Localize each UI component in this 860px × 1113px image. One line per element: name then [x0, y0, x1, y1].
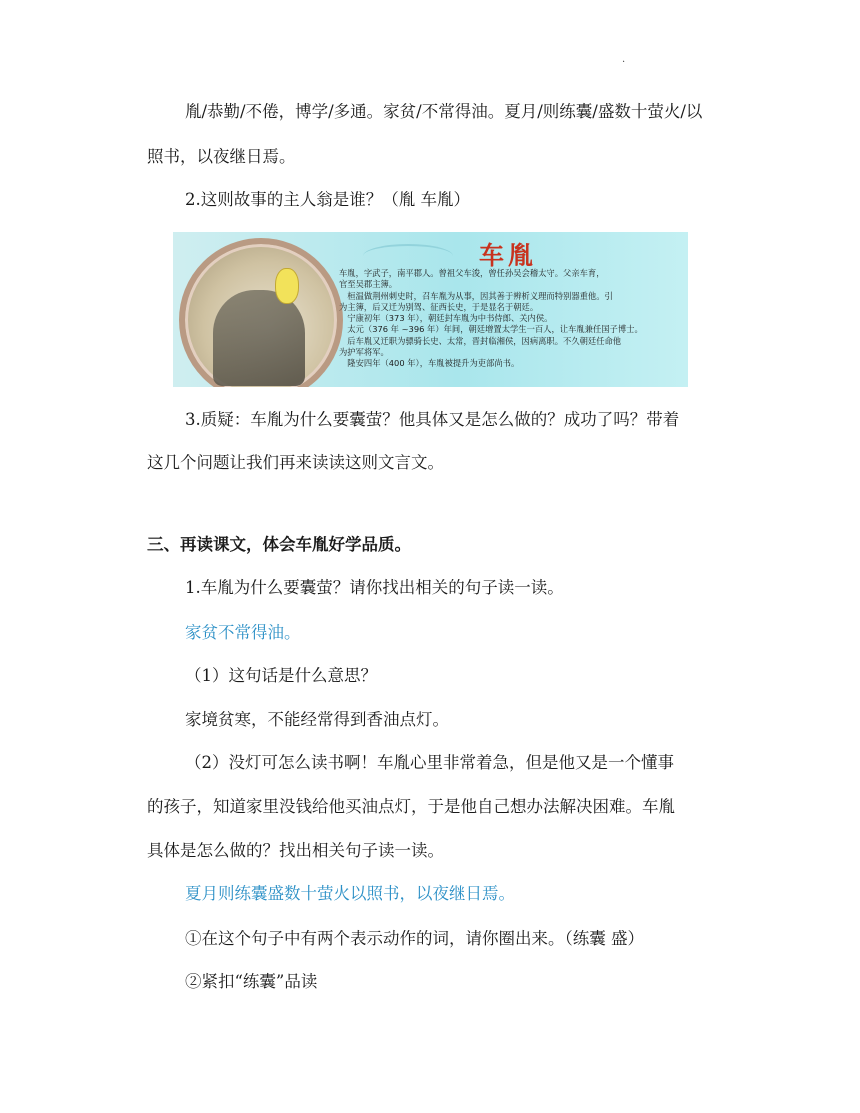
circle-task-2: ②紧扣“练囊”品读	[185, 972, 318, 991]
banner-title: 车胤	[479, 241, 538, 270]
step-1: 1.车胤为什么要囊萤？请你找出相关的句子读一读。	[185, 578, 564, 597]
bio-line: 为主簿，后又迁为别驾、征西长史，于是显名于朝廷。	[339, 301, 539, 312]
bio-line: 太元（376 年 ~396 年）年间，朝廷增置太学生一百人，让车胤兼任国子博士。	[339, 324, 643, 335]
quote-2: 夏月则练囊盛数十萤火以照书，以夜继日焉。	[185, 884, 515, 903]
quote-1: 家贫不常得油。	[185, 623, 301, 642]
bio-line: 车胤，字武子，南平郡人。曾祖父车浚，曾任孙吴会稽太守。父亲车育，	[339, 268, 605, 278]
header-mark: .	[622, 54, 626, 65]
bio-line: 后车胤又迁职为骠骑长史、太常，晋封临湘侯，因病离职。不久朝廷任命他	[339, 335, 622, 346]
bio-line: 桓温做荆州刺史时，召车胤为从事，因其善于辨析义理而特别器重他。引	[339, 290, 613, 301]
text-line: 胤/恭勤/不倦，博学/多通。家贫/不常得油。夏月/则练囊/盛数十萤火/以	[185, 102, 703, 121]
question-3: 3.质疑：车胤为什么要囊萤？他具体又是怎么做的？成功了吗？带着	[185, 410, 680, 429]
text-line: 这几个问题让我们再来读读这则文言文。	[147, 453, 444, 472]
answer-1-1: 家境贫寒，不能经常得到香油点灯。	[185, 710, 449, 729]
decorative-swirl	[363, 244, 453, 268]
text-line: 具体是怎么做的？找出相关句子读一读。	[147, 841, 444, 860]
portrait-figure	[213, 290, 305, 386]
bio-line: 隆安四年（400 年），车胤被提升为吏部尚书。	[339, 358, 520, 369]
question-1-1: （1）这句话是什么意思？	[185, 666, 377, 685]
bio-line: 为护军将军。	[339, 347, 389, 358]
bio-line: 宁康初年（373 年），朝廷封车胤为中书侍郎、关内侯。	[339, 313, 553, 324]
text-line: （2）没灯可怎么读书啊！车胤心里非常着急，但是他又是一个懂事	[185, 753, 674, 772]
text-line: 照书，以夜继日焉。	[147, 147, 296, 166]
text-line: 的孩子，知道家里没钱给他买油点灯，于是他自己想办法解决困难。车胤	[147, 797, 675, 816]
section-heading: 三、再读课文，体会车胤好学品质。	[147, 535, 411, 554]
banner-bio	[339, 268, 679, 370]
circle-task-1: ①在这个句子中有两个表示动作的词，请你圈出来。（练囊 盛）	[185, 929, 644, 948]
question-2: 2.这则故事的主人翁是谁？（胤 车胤）	[185, 190, 470, 209]
che-yin-illustration	[173, 232, 688, 387]
lantern-icon	[275, 268, 299, 304]
bio-line: 官至吴郡主簿。	[339, 279, 398, 290]
